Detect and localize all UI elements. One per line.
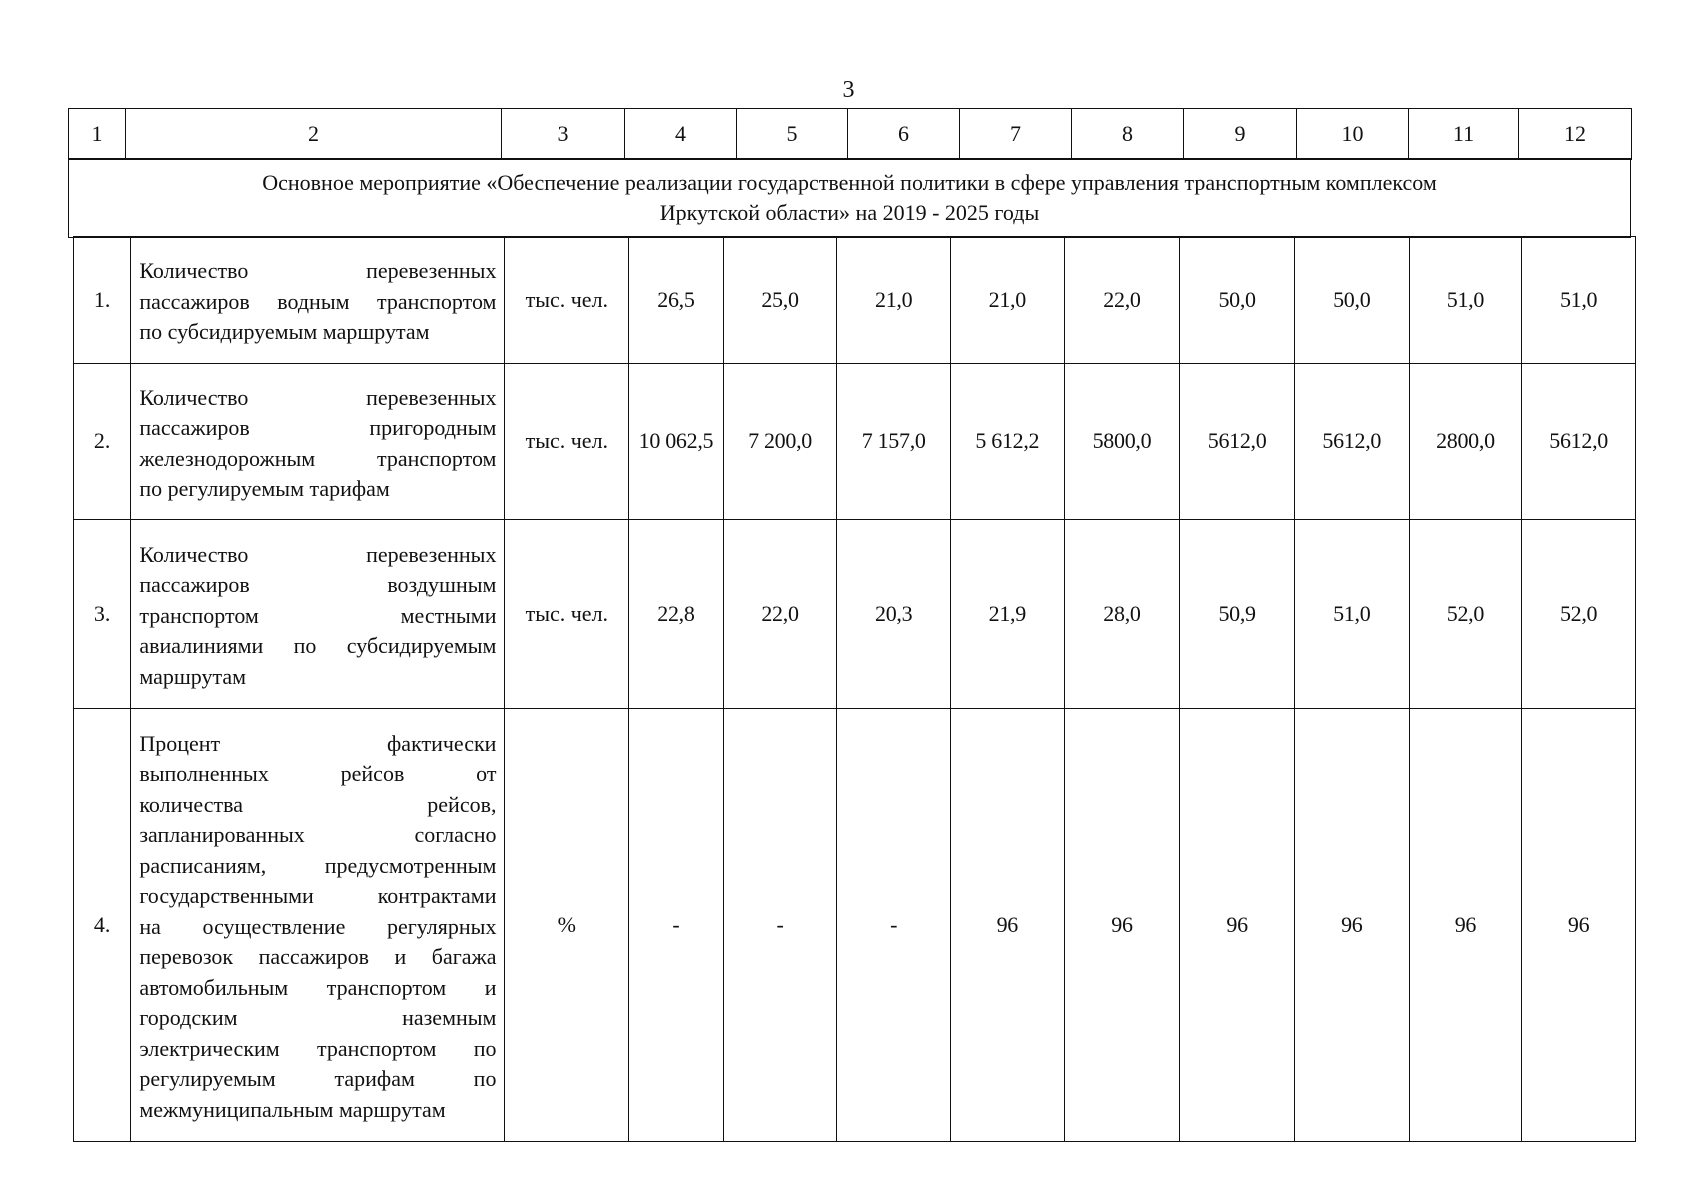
value-cell: 5612,0 xyxy=(1180,364,1295,520)
value-cell: 50,0 xyxy=(1180,237,1295,364)
unit-of-measure: тыс. чел. xyxy=(505,237,629,364)
value-cell: 96 xyxy=(1522,709,1636,1142)
value-cell: 51,0 xyxy=(1409,237,1522,364)
value-cell: - xyxy=(837,709,951,1142)
header-cell-10: 10 xyxy=(1297,109,1409,160)
value-cell: - xyxy=(629,709,724,1142)
value-cell: 25,0 xyxy=(723,237,837,364)
value-cell: 5612,0 xyxy=(1522,364,1636,520)
description-line: расписаниям, предусмотренным xyxy=(139,852,497,878)
description-line: железнодорожным транспортом xyxy=(139,445,497,471)
table-row xyxy=(74,237,1636,364)
table-row xyxy=(74,520,1636,709)
section-title xyxy=(69,159,1631,238)
header-cell-6: 6 xyxy=(848,109,960,160)
description-line: авиалиниями по субсидируемым xyxy=(139,633,497,659)
value-cell: 5800,0 xyxy=(1064,364,1180,520)
description-line: транспортом местными xyxy=(139,602,497,628)
value-cell: 7 200,0 xyxy=(723,364,837,520)
value-cell: 51,0 xyxy=(1294,520,1409,709)
header-cell-3: 3 xyxy=(502,109,625,160)
table-row xyxy=(74,364,1636,520)
description-line: электрическим транспортом по xyxy=(139,1035,497,1061)
value-cell: 96 xyxy=(1064,709,1180,1142)
description-line: запланированных согласно xyxy=(139,822,497,848)
value-cell: 5612,0 xyxy=(1294,364,1409,520)
table-row xyxy=(74,709,1636,1142)
value-cell: 28,0 xyxy=(1064,520,1180,709)
value-cell: 5 612,2 xyxy=(950,364,1064,520)
header-cell-11: 11 xyxy=(1409,109,1519,160)
header-cell-8: 8 xyxy=(1072,109,1184,160)
value-cell: 2800,0 xyxy=(1409,364,1522,520)
section-heading-table xyxy=(68,158,1631,238)
column-number-header xyxy=(68,108,1632,160)
value-cell: 50,9 xyxy=(1180,520,1295,709)
header-cell-9: 9 xyxy=(1184,109,1297,160)
value-cell: - xyxy=(723,709,837,1142)
indicator-description xyxy=(131,709,505,1142)
description-line: маршрутам xyxy=(139,663,247,689)
header-cell-5: 5 xyxy=(737,109,848,160)
value-cell: 52,0 xyxy=(1522,520,1636,709)
unit-of-measure: % xyxy=(505,709,629,1142)
value-cell: 52,0 xyxy=(1409,520,1522,709)
header-cell-2: 2 xyxy=(126,109,502,160)
description-line: автомобильным транспортом и xyxy=(139,974,497,1000)
description-line: Процент фактически xyxy=(139,730,497,756)
section-title-line-2: Иркутской области» на 2019 - 2025 годы xyxy=(659,200,1040,225)
value-cell: 26,5 xyxy=(629,237,724,364)
description-line: перевозок пассажиров и багажа xyxy=(139,944,497,970)
page-number: 3 xyxy=(842,77,855,103)
indicator-description xyxy=(131,237,505,364)
indicator-description xyxy=(131,364,505,520)
section-title-line-1: Основное мероприятие «Обеспечение реализации государственной политики в сфере управления транспортным комплексом xyxy=(262,169,1437,195)
value-cell: 50,0 xyxy=(1294,237,1409,364)
header-cell-4: 4 xyxy=(625,109,737,160)
value-cell: 22,0 xyxy=(723,520,837,709)
value-cell: 51,0 xyxy=(1522,237,1636,364)
value-cell: 96 xyxy=(950,709,1064,1142)
value-cell: 96 xyxy=(1180,709,1295,1142)
header-cell-1: 1 xyxy=(69,109,126,160)
row-number: 1. xyxy=(74,237,131,364)
header-cell-7: 7 xyxy=(960,109,1072,160)
description-line: по субсидируемым маршрутам xyxy=(139,319,430,345)
value-cell: 22,0 xyxy=(1064,237,1180,364)
value-cell: 21,0 xyxy=(950,237,1064,364)
value-cell: 10 062,5 xyxy=(629,364,724,520)
description-line: пассажиров водным транспортом xyxy=(139,288,497,314)
description-line: межмуниципальным маршрутам xyxy=(139,1096,446,1122)
description-line: пассажиров воздушным xyxy=(139,572,497,598)
value-cell: 22,8 xyxy=(629,520,724,709)
value-cell: 21,9 xyxy=(950,520,1064,709)
description-line: пассажиров пригородным xyxy=(139,415,497,440)
value-cell: 20,3 xyxy=(837,520,951,709)
description-line: городским наземным xyxy=(139,1005,497,1031)
unit-of-measure: тыс. чел. xyxy=(505,520,629,709)
description-line: количества рейсов, xyxy=(139,791,497,817)
description-line: регулируемым тарифам по xyxy=(139,1066,497,1092)
description-line: Количество перевезенных xyxy=(139,541,497,567)
row-number: 3. xyxy=(74,520,131,709)
description-line: Количество перевезенных xyxy=(139,258,497,284)
description-line: выполненных рейсов от xyxy=(139,761,497,787)
row-number: 2. xyxy=(74,364,131,520)
value-cell: 96 xyxy=(1409,709,1522,1142)
value-cell: 96 xyxy=(1294,709,1409,1142)
value-cell: 21,0 xyxy=(837,237,951,364)
unit-of-measure: тыс. чел. xyxy=(505,364,629,520)
header-cell-12: 12 xyxy=(1519,109,1632,160)
indicator-description xyxy=(131,520,505,709)
value-cell: 7 157,0 xyxy=(837,364,951,520)
description-line: по регулируемым тарифам xyxy=(139,476,390,501)
row-number: 4. xyxy=(74,709,131,1142)
description-line: на осуществление регулярных xyxy=(139,913,497,939)
header-row xyxy=(69,109,1632,160)
description-line: государственными контрактами xyxy=(139,883,497,909)
indicators-table xyxy=(73,236,1636,1142)
description-line: Количество перевезенных xyxy=(139,384,497,410)
